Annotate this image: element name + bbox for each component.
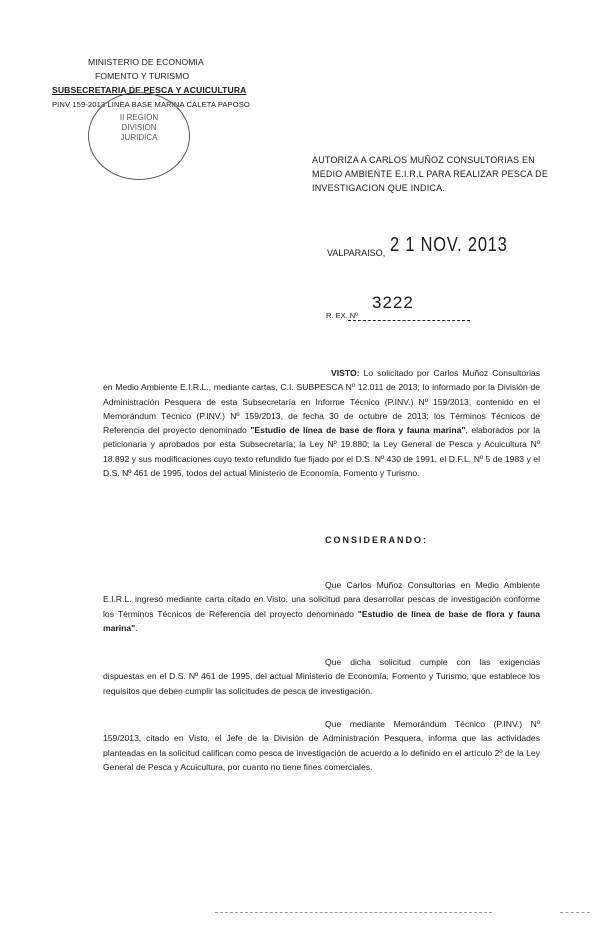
c1-text-a: Que Carlos Muñoz Consultorias en Medio Ambiente E.I.R.L. ingresó mediante carta citado en Visto, una solicitud para desarrollar pescas de investigación conforme los Términos Técnicos de Referencia del proyecto denominado [103, 580, 540, 619]
resolution-label: R. EX. Nº [326, 311, 358, 320]
stamp-division: DIVISION [121, 123, 157, 132]
stamp-region: II REGION [119, 113, 159, 122]
juridica-stamp [88, 92, 190, 180]
resolution-subject: AUTORIZA A CARLOS MUÑOZ CONSULTORIAS EN MEDIO AMBIENTE E.I.R.L PARA REALIZAR PESCA DE INVESTIGACION QUE INDICA. [312, 155, 549, 193]
place-label: VALPARAISO, [327, 248, 386, 258]
ministry-name: MINISTERIO DE ECONOMIA [88, 57, 204, 67]
subsecretaria-name: SUBSECRETARIA DE PESCA Y ACUICULTURA [52, 85, 247, 95]
visto-project-name: "Estudio de línea de base de flora y fauna marina" [250, 425, 466, 436]
stamp-juridica: JURIDICA [120, 133, 158, 142]
ministry-subname: FOMENTO Y TURISMO [95, 71, 190, 81]
visto-text-b: , elaborados por la peticionaria y aprobados por esta Subsecretaría; la Ley Nº 19.880; la Ley General de Pesca y Acuicultura Nº 18.892 y sus modificaciones cuyo texto refundido fue fijado por el D.S. Nº 430 de 1991, el D.F.L. Nº 5 de 1983 y el D.S. Nº 461 de 1995, todos del actual Ministerio de Economía, Fomento y Turismo. [103, 425, 540, 479]
considerando-paragraph-2: Que dicha solicitud cumple con las exigencias dispuestas en el D.S. Nº 461 de 1995, del actual Ministerio de Economía, Fomento y Turismo, que establece los requisitos que deben cumplir las solicitudes de pesca de investigación. [103, 657, 540, 696]
visto-paragraph [103, 366, 540, 480]
footer-divider-right [560, 912, 590, 913]
visto-text-a: Lo solicitado por Carlos Muñoz Consultorias en Medio Ambiente E.I.R.L., mediante cartas, C.I. SUBPESCA Nº 12.011 de 2013; lo informado por la División de Administración Pesquera de esta Subsecretaría en Informe Técnico (P.INV.) Nº 159/2013, contenido en el Memorándum Técnico (P.INV.) Nº 159/2013, de fecha 30 de octubre de 2013; los Términos Técnicos de Referencia del proyecto denominado [103, 368, 540, 436]
considerando-heading: CONSIDERANDO: [325, 535, 429, 545]
resolution-date: 2 1 NOV. 2013 [390, 234, 508, 256]
c1-text-b: . [135, 622, 138, 633]
considerando-paragraph-3: Que mediante Memorándum Técnico (P.INV.) Nº 159/2013, citado en Visto, el Jefe de la División de Administración Pesquera, informa que las actividades planteadas en la solicitud califican como pesca de investigación de acuerdo a lo definido en el artículo 2º de la Ley General de Pesca y Acuicultura, por cuanto no tiene fines comerciales. [103, 719, 540, 772]
visto-lead: VISTO: [331, 368, 360, 378]
considerando-paragraph-1 [103, 578, 540, 635]
file-reference: PINV 159-2013 LINEA BASE MARINA CALETA PAPOSO [52, 100, 250, 109]
resolution-number: 3222 [372, 293, 414, 312]
footer-divider [215, 912, 492, 913]
resolution-underline [348, 320, 470, 321]
c1-project-name: "Estudio de línea de base de flora y fauna marina" [103, 608, 540, 633]
